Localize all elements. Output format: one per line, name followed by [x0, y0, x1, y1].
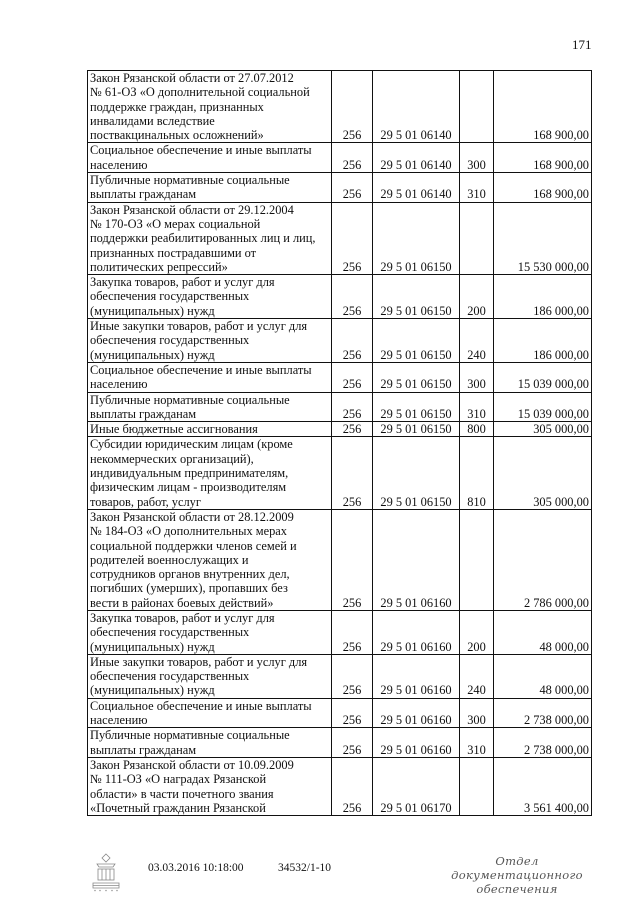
- amount-cell: 15 530 000,00: [494, 202, 592, 274]
- amount-cell: 2 738 000,00: [494, 728, 592, 758]
- table-row: [88, 319, 592, 363]
- department-code-cell: 256: [332, 610, 373, 654]
- target-article-cell: 29 5 01 06150: [373, 362, 460, 392]
- expense-type-cell: 310: [460, 173, 494, 203]
- row-name-line: (муниципальных) нужд: [90, 683, 215, 698]
- row-name-line: обеспечения государственных: [90, 625, 250, 640]
- row-name-line: (муниципальных) нужд: [90, 639, 215, 654]
- department-code-cell: 256: [332, 173, 373, 203]
- row-name-line: (муниципальных) нужд: [90, 303, 215, 318]
- page-number: 171: [572, 37, 592, 52]
- amount-cell: 305 000,00: [494, 422, 592, 437]
- table-row: [88, 202, 592, 274]
- target-article-cell: 29 5 01 06150: [373, 319, 460, 363]
- amount-cell: 2 786 000,00: [494, 509, 592, 610]
- row-name-cell: [88, 698, 332, 728]
- row-name-line: Публичные нормативные социальные: [90, 728, 290, 743]
- amount-cell: 186 000,00: [494, 275, 592, 319]
- row-name-line: населению: [90, 157, 148, 172]
- expense-type-cell: 800: [460, 422, 494, 437]
- target-article-cell: 29 5 01 06150: [373, 392, 460, 422]
- department-code-cell: 256: [332, 71, 373, 143]
- budget-table-body: [88, 71, 592, 816]
- footer-document-number: 34532/1-10: [278, 862, 332, 874]
- amount-cell: 48 000,00: [494, 654, 592, 698]
- row-name-line: Закон Рязанской области от 27.07.2012: [90, 71, 294, 85]
- expense-type-cell: 300: [460, 143, 494, 173]
- department-code-cell: 256: [332, 757, 373, 815]
- row-name-line: выплаты гражданам: [90, 742, 197, 757]
- department-code-cell: 256: [332, 143, 373, 173]
- stamp-line: обеспечения: [476, 882, 558, 896]
- row-name-cell: [88, 143, 332, 173]
- department-code-cell: 256: [332, 319, 373, 363]
- row-name-line: социальной поддержки членов семей и: [90, 538, 297, 553]
- footer-date: 03.03.2016 10:18:00: [148, 862, 244, 874]
- table-row: [88, 143, 592, 173]
- row-name-line: Публичные нормативные социальные: [90, 173, 290, 188]
- expense-type-cell: [460, 509, 494, 610]
- expense-type-cell: [460, 71, 494, 143]
- row-name-line: признанных пострадавшими от: [90, 245, 257, 260]
- table-row: [88, 362, 592, 392]
- target-article-cell: 29 5 01 06150: [373, 275, 460, 319]
- department-code-cell: 256: [332, 202, 373, 274]
- stamp-line: Отдел документационного: [451, 854, 583, 882]
- target-article-cell: 29 5 01 06160: [373, 654, 460, 698]
- table-row: [88, 173, 592, 203]
- row-name-cell: [88, 437, 332, 509]
- target-article-cell: 29 5 01 06150: [373, 437, 460, 509]
- target-article-cell: 29 5 01 06160: [373, 610, 460, 654]
- amount-cell: 168 900,00: [494, 71, 592, 143]
- table-row: [88, 71, 592, 143]
- table-row: [88, 422, 592, 437]
- target-article-cell: 29 5 01 06150: [373, 202, 460, 274]
- department-code-cell: 256: [332, 422, 373, 437]
- row-name-line: населению: [90, 713, 148, 728]
- table-row: [88, 698, 592, 728]
- row-name-line: Социальное обеспечение и иные выплаты: [90, 698, 312, 713]
- row-name-line: родителей военнослужащих и: [90, 552, 249, 567]
- row-name-line: Публичные нормативные социальные: [90, 392, 290, 407]
- row-name-line: обеспечения государственных: [90, 333, 250, 348]
- page-footer: [0, 852, 640, 896]
- row-name-cell: [88, 319, 332, 363]
- department-code-cell: 256: [332, 728, 373, 758]
- amount-cell: 305 000,00: [494, 437, 592, 509]
- amount-cell: 15 039 000,00: [494, 362, 592, 392]
- department-code-cell: 256: [332, 509, 373, 610]
- row-name-cell: [88, 422, 332, 437]
- row-name-line: Социальное обеспечение и иные выплаты: [90, 362, 312, 377]
- row-name-cell: [88, 71, 332, 143]
- row-name-line: № 170-ОЗ «О мерах социальной: [90, 216, 261, 231]
- row-name-cell: [88, 757, 332, 815]
- row-name-cell: [88, 654, 332, 698]
- department-code-cell: 256: [332, 437, 373, 509]
- expense-type-cell: 240: [460, 654, 494, 698]
- target-article-cell: 29 5 01 06150: [373, 422, 460, 437]
- table-row: [88, 509, 592, 610]
- row-name-line: обеспечения государственных: [90, 669, 250, 684]
- target-article-cell: 29 5 01 06160: [373, 509, 460, 610]
- expense-type-cell: 310: [460, 392, 494, 422]
- amount-cell: 186 000,00: [494, 319, 592, 363]
- row-name-line: вести в районах боевых действий»: [90, 595, 274, 610]
- row-name-line: выплаты гражданам: [90, 187, 197, 202]
- coat-of-arms-icon: [88, 852, 124, 892]
- row-name-line: Закон Рязанской области от 29.12.2004: [90, 202, 294, 217]
- row-name-line: № 184-ОЗ «О дополнительных мерах: [90, 524, 287, 539]
- row-name-cell: [88, 275, 332, 319]
- row-name-line: (муниципальных) нужд: [90, 347, 215, 362]
- expense-type-cell: 310: [460, 728, 494, 758]
- amount-cell: 48 000,00: [494, 610, 592, 654]
- amount-cell: 168 900,00: [494, 143, 592, 173]
- target-article-cell: 29 5 01 06140: [373, 173, 460, 203]
- row-name-cell: [88, 173, 332, 203]
- row-name-line: Иные закупки товаров, работ и услуг для: [90, 319, 308, 334]
- budget-table: [87, 70, 592, 816]
- row-name-line: населению: [90, 377, 148, 392]
- row-name-line: политических репрессий»: [90, 259, 228, 274]
- department-code-cell: 256: [332, 654, 373, 698]
- row-name-cell: [88, 362, 332, 392]
- amount-cell: 3 561 400,00: [494, 757, 592, 815]
- table-row: [88, 610, 592, 654]
- row-name-line: индивидуальным предпринимателям,: [90, 466, 289, 481]
- row-name-cell: [88, 392, 332, 422]
- expense-type-cell: 200: [460, 275, 494, 319]
- expense-type-cell: 200: [460, 610, 494, 654]
- row-name-line: Закон Рязанской области от 28.12.2009: [90, 509, 294, 524]
- row-name-line: области» в части почетного звания: [90, 786, 274, 801]
- row-name-line: физическим лицам - производителям: [90, 480, 287, 495]
- row-name-line: Закон Рязанской области от 10.09.2009: [90, 757, 294, 772]
- target-article-cell: 29 5 01 06170: [373, 757, 460, 815]
- target-article-cell: 29 5 01 06140: [373, 71, 460, 143]
- row-name-line: поствакцинальных осложнений»: [90, 128, 264, 143]
- table-row: [88, 654, 592, 698]
- expense-type-cell: 300: [460, 362, 494, 392]
- row-name-line: Закупка товаров, работ и услуг для: [90, 275, 275, 290]
- row-name-line: некоммерческих организаций),: [90, 451, 254, 466]
- department-code-cell: 256: [332, 392, 373, 422]
- target-article-cell: 29 5 01 06160: [373, 698, 460, 728]
- department-stamp: [428, 854, 606, 896]
- row-name-line: Социальное обеспечение и иные выплаты: [90, 143, 312, 158]
- expense-type-cell: [460, 202, 494, 274]
- expense-type-cell: 300: [460, 698, 494, 728]
- expense-type-cell: [460, 757, 494, 815]
- department-code-cell: 256: [332, 275, 373, 319]
- row-name-line: Иные закупки товаров, работ и услуг для: [90, 654, 308, 669]
- row-name-cell: [88, 202, 332, 274]
- row-name-cell: [88, 728, 332, 758]
- row-name-line: Закупка товаров, работ и услуг для: [90, 610, 275, 625]
- row-name-cell: [88, 610, 332, 654]
- target-article-cell: 29 5 01 06140: [373, 143, 460, 173]
- row-name-line: сотрудников органов внутренних дел,: [90, 567, 290, 582]
- row-name-line: № 111-ОЗ «О наградах Рязанской: [90, 772, 267, 787]
- expense-type-cell: 240: [460, 319, 494, 363]
- table-row: [88, 757, 592, 815]
- row-name-line: Субсидии юридическим лицам (кроме: [90, 437, 293, 452]
- row-name-line: инвалидами вследствие: [90, 113, 215, 128]
- table-row: [88, 437, 592, 509]
- amount-cell: 2 738 000,00: [494, 698, 592, 728]
- table-row: [88, 392, 592, 422]
- table-row: [88, 275, 592, 319]
- row-name-cell: [88, 509, 332, 610]
- row-name-line: обеспечения государственных: [90, 289, 250, 304]
- amount-cell: 15 039 000,00: [494, 392, 592, 422]
- row-name-line: товаров, работ, услуг: [90, 494, 201, 509]
- table-row: [88, 728, 592, 758]
- target-article-cell: 29 5 01 06160: [373, 728, 460, 758]
- row-name-line: выплаты гражданам: [90, 406, 197, 421]
- department-code-cell: 256: [332, 362, 373, 392]
- row-name-line: поддержки реабилитированных лиц и лиц,: [90, 231, 316, 246]
- row-name-line: Иные бюджетные ассигнования: [90, 422, 258, 437]
- row-name-line: погибших (умерших), пропавших без: [90, 581, 288, 596]
- row-name-line: поддержке граждан, признанных: [90, 99, 264, 114]
- expense-type-cell: 810: [460, 437, 494, 509]
- row-name-line: № 61-ОЗ «О дополнительной социальной: [90, 85, 310, 100]
- department-code-cell: 256: [332, 698, 373, 728]
- row-name-line: «Почетный гражданин Рязанской: [90, 800, 266, 815]
- amount-cell: 168 900,00: [494, 173, 592, 203]
